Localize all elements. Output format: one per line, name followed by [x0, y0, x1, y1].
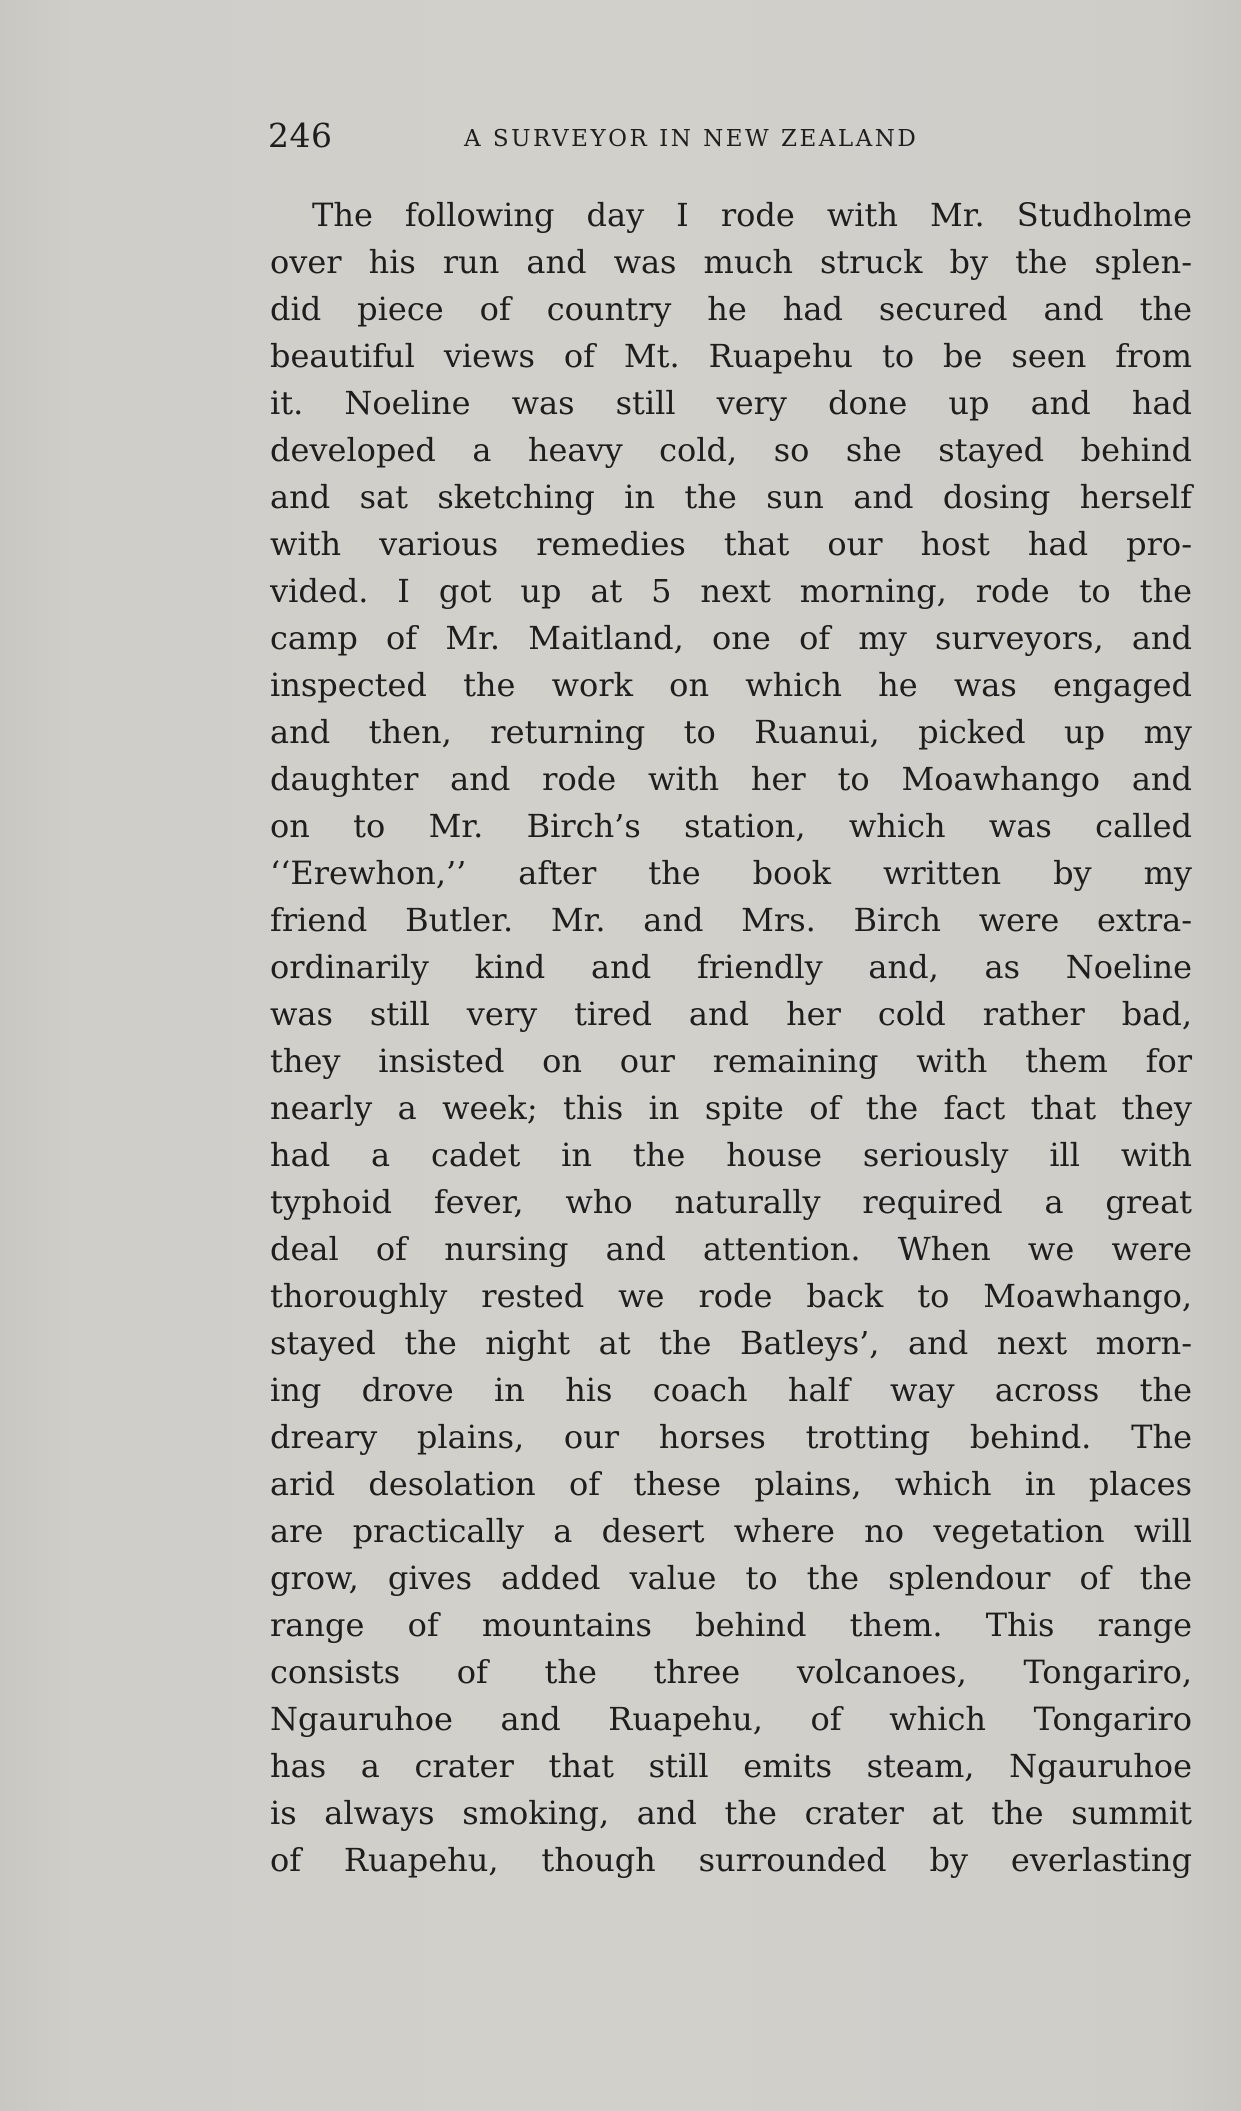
body-paragraph	[270, 192, 1192, 1884]
text-line: beautiful views of Mt. Ruapehu to be seen from	[270, 337, 1192, 375]
text-line: ‘‘Erewhon,’’ after the book written by my	[270, 854, 1192, 892]
text-line: range of mountains behind them. This range	[270, 1606, 1192, 1644]
running-head	[268, 112, 1194, 162]
text-line: arid desolation of these plains, which in places	[270, 1465, 1192, 1503]
text-line: inspected the work on which he was engaged	[270, 666, 1192, 704]
text-line: consists of the three volcanoes, Tongariro,	[270, 1653, 1192, 1691]
text-line: and sat sketching in the sun and dosing herself	[270, 478, 1192, 516]
text-line: is always smoking, and the crater at the summit	[270, 1794, 1192, 1832]
running-title: A SURVEYOR IN NEW ZEALAND	[464, 126, 919, 152]
text-line: over his run and was much struck by the splen-	[270, 243, 1192, 281]
text-line: it. Noeline was still very done up and had	[270, 384, 1192, 422]
text-line: was still very tired and her cold rather bad,	[270, 995, 1192, 1033]
text-line: developed a heavy cold, so she stayed behind	[270, 431, 1192, 469]
text-line: camp of Mr. Maitland, one of my surveyors, and	[270, 619, 1192, 657]
text-line: are practically a desert where no vegetation will	[270, 1512, 1192, 1550]
text-line: with various remedies that our host had pro-	[270, 525, 1192, 563]
text-line: ordinarily kind and friendly and, as Noeline	[270, 948, 1192, 986]
text-line: The following day I rode with Mr. Studholme	[312, 196, 1192, 234]
text-line: friend Butler. Mr. and Mrs. Birch were extra-	[270, 901, 1192, 939]
text-line: has a crater that still emits steam, Ngauruhoe	[270, 1747, 1192, 1785]
text-line: thoroughly rested we rode back to Moawhango,	[270, 1277, 1192, 1315]
text-line: had a cadet in the house seriously ill with	[270, 1136, 1192, 1174]
text-line: Ngauruhoe and Ruapehu, of which Tongariro	[270, 1700, 1192, 1738]
text-line: on to Mr. Birch’s station, which was called	[270, 807, 1192, 845]
text-line: nearly a week; this in spite of the fact that they	[270, 1089, 1192, 1127]
text-line: of Ruapehu, though surrounded by everlasting	[270, 1841, 1192, 1879]
text-line: stayed the night at the Batleys’, and next morn-	[270, 1324, 1192, 1362]
text-line: daughter and rode with her to Moawhango and	[270, 760, 1192, 798]
text-line: grow, gives added value to the splendour of the	[270, 1559, 1192, 1597]
text-line: dreary plains, our horses trotting behind. The	[270, 1418, 1192, 1456]
text-line: vided. I got up at 5 next morning, rode to the	[270, 572, 1192, 610]
text-line: deal of nursing and attention. When we were	[270, 1230, 1192, 1268]
page-number: 246	[268, 116, 333, 155]
text-line: and then, returning to Ruanui, picked up my	[270, 713, 1192, 751]
text-line: did piece of country he had secured and the	[270, 290, 1192, 328]
text-line: ing drove in his coach half way across the	[270, 1371, 1192, 1409]
text-line: typhoid fever, who naturally required a great	[270, 1183, 1192, 1221]
text-line: they insisted on our remaining with them for	[270, 1042, 1192, 1080]
